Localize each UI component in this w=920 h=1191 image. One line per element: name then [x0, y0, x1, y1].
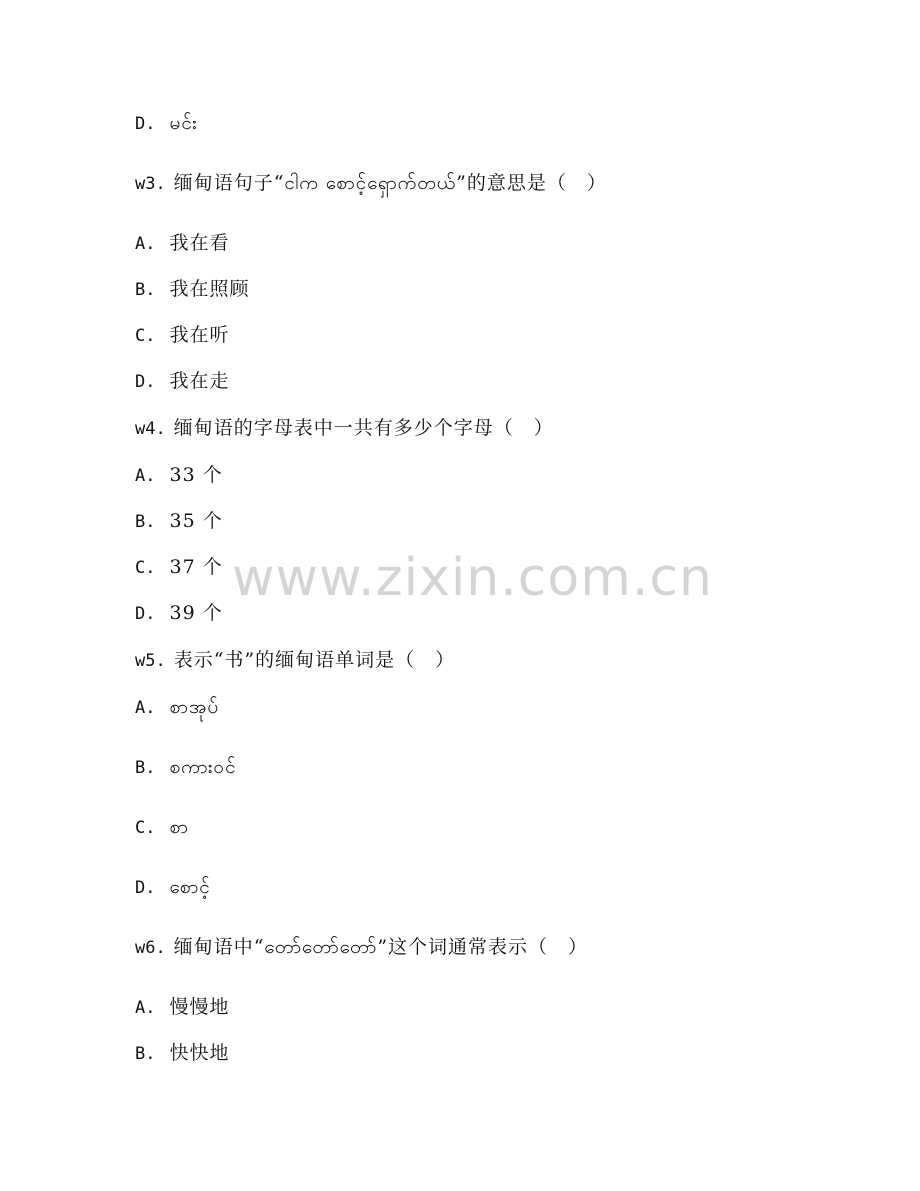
option-a-w4 — [135, 462, 223, 489]
option-b-w4 — [135, 508, 223, 535]
option-label: A. — [135, 698, 156, 718]
question-w6 — [135, 934, 588, 961]
option-text: 我在看 — [169, 232, 230, 254]
question-number: w3. — [135, 174, 166, 194]
option-label: D. — [135, 114, 156, 134]
option-text: 33 个 — [169, 464, 223, 486]
option-d-w3 — [135, 368, 230, 395]
option-label: D. — [135, 604, 156, 624]
option-text: 35 个 — [169, 510, 223, 532]
option-text: 我在照顾 — [169, 278, 250, 300]
watermark: www.zixin.com.cn — [232, 548, 713, 608]
option-text: 我在听 — [169, 324, 230, 346]
option-d-w4 — [135, 600, 223, 627]
option-c-w3 — [135, 322, 230, 349]
question-number: w4. — [135, 419, 166, 439]
question-w4 — [135, 415, 554, 442]
option-label: B. — [135, 1044, 156, 1064]
question-w5 — [135, 647, 455, 674]
option-a-w5 — [135, 694, 219, 721]
question-number: w5. — [135, 651, 166, 671]
question-text: 缅甸语的字母表中一共有多少个字母（ ） — [173, 417, 554, 439]
option-b-w5 — [135, 754, 237, 781]
option-b-w6 — [135, 1040, 230, 1067]
option-d-w5 — [135, 874, 211, 901]
option-text: စောင့် — [169, 876, 211, 898]
option-text: စာ — [169, 816, 189, 838]
option-text: 39 个 — [169, 602, 223, 624]
option-c-w4 — [135, 554, 223, 581]
option-a-w6 — [135, 994, 230, 1021]
option-text: စကားဝင် — [169, 756, 237, 778]
option-label: A. — [135, 998, 156, 1018]
option-a-w3 — [135, 230, 230, 257]
option-label: C. — [135, 326, 156, 346]
option-b-w3 — [135, 276, 250, 303]
question-text: 缅甸语句子“ငါက စောင့်ရှောက်တယ်”的意思是（ ） — [173, 172, 607, 194]
option-text: 我在走 — [169, 370, 230, 392]
option-label: C. — [135, 558, 156, 578]
option-label: B. — [135, 758, 156, 778]
option-label: D. — [135, 878, 156, 898]
option-text: 37 个 — [169, 556, 223, 578]
option-text: 快快地 — [169, 1042, 230, 1064]
question-w3 — [135, 170, 607, 197]
option-label: A. — [135, 234, 156, 254]
option-text: မင်း — [169, 112, 198, 134]
option-label: A. — [135, 466, 156, 486]
option-c-w5 — [135, 814, 189, 841]
option-label: B. — [135, 512, 156, 532]
option-text: စာအုပ် — [169, 696, 220, 718]
option-d-q2 — [135, 110, 198, 137]
option-label: C. — [135, 818, 156, 838]
question-text: 表示“书”的缅甸语单词是（ ） — [173, 649, 456, 671]
option-text: 慢慢地 — [169, 996, 230, 1018]
option-label: B. — [135, 280, 156, 300]
option-label: D. — [135, 372, 156, 392]
question-text: 缅甸语中“တော်တော်တော်”这个词通常表示（ ） — [173, 936, 589, 958]
question-number: w6. — [135, 938, 166, 958]
